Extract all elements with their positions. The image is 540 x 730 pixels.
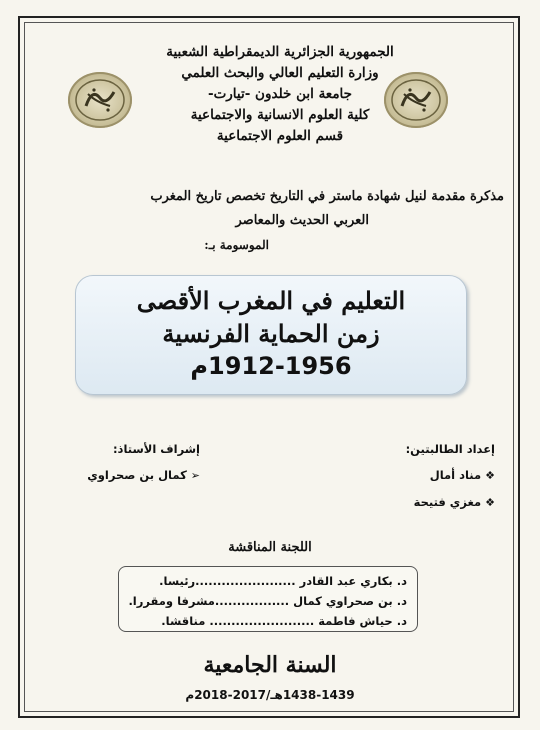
intro-line-1: مذكرة مقدمة لنيل شهادة ماستر في التاريخ تخصص تاريخ المغرب <box>150 189 504 204</box>
university-seal-icon <box>72 76 128 124</box>
thesis-title-line-2: زمن الحماية الفرنسية <box>162 319 380 348</box>
student-item <box>335 462 495 489</box>
republic-name: الجمهورية الجزائرية الديمقراطية الشعبية <box>166 44 394 60</box>
students-section <box>335 436 495 516</box>
students-label: إعداد الطالبتين: <box>405 442 495 456</box>
student-name: مغزي فتيحة <box>413 495 482 509</box>
university-name: جامعة ابن خلدون -تيارت- <box>207 86 353 102</box>
thesis-title-years: 1912-1956م <box>190 352 352 380</box>
supervisor-label: إشراف الأستاذ: <box>112 442 200 456</box>
academic-year-title: السنة الجامعية <box>203 652 337 678</box>
supervisor-section <box>40 436 200 489</box>
thesis-intro <box>34 185 504 257</box>
faculty-name: كلية العلوم الانسانية والاجتماعية <box>190 107 370 123</box>
department-name: قسم العلوم الاجتماعية <box>216 128 344 144</box>
thesis-title-box <box>75 275 467 395</box>
committee-member: د. بكاري عبد القادر .......................رئيسا. <box>159 574 407 588</box>
arrow-bullet-icon: ➢ <box>190 469 200 482</box>
academic-year-range: 1438-1439هـ/2017-2018م <box>185 688 355 702</box>
student-item <box>335 489 495 516</box>
ministry-name: وزارة التعليم العالي والبحث العلمي <box>181 65 379 81</box>
university-seal-left <box>68 72 132 128</box>
supervisor-name: كمال بن صحراوي <box>87 468 187 482</box>
supervisor-item <box>40 462 200 489</box>
student-name: مناد أمال <box>429 468 482 482</box>
institution-header <box>130 42 430 147</box>
diamond-bullet-icon: ❖ <box>485 496 495 509</box>
intro-line-2: العربي الحديث والمعاصر <box>235 213 369 228</box>
committee-member: د. حياش فاطمة ........................ مناقشا. <box>161 614 407 628</box>
committee-member: د. بن صحراوي كمال .................مشرفا ومقررا. <box>128 594 407 608</box>
committee-box <box>118 566 418 632</box>
intro-line-3: الموسومة بـ: <box>204 238 269 252</box>
thesis-title-line-1: التعليم في المغرب الأقصى <box>136 286 406 315</box>
diamond-bullet-icon: ❖ <box>485 469 495 482</box>
committee-title: اللجنة المناقشة <box>228 540 312 555</box>
